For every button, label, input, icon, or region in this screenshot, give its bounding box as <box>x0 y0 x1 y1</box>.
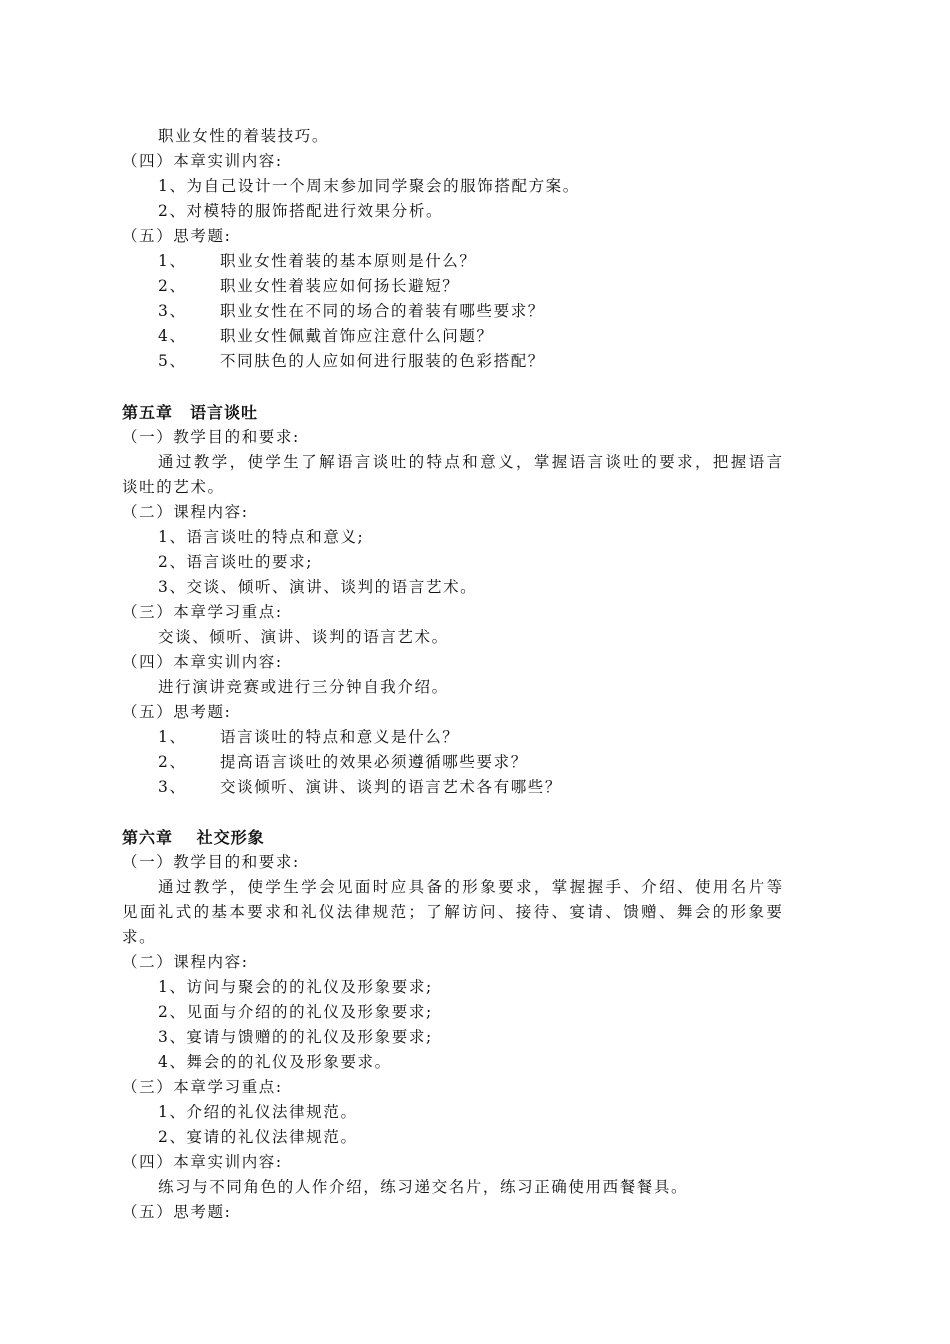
section-heading: （五）思考题: <box>122 1203 232 1221</box>
question-number: 4、 <box>158 327 187 345</box>
question-item <box>158 249 477 274</box>
question-text: 职业女性佩戴首饰应注意什么问题？ <box>220 327 494 345</box>
list-item: 1、语言谈吐的特点和意义; <box>158 528 365 546</box>
section-heading: （四）本章实训内容: <box>122 653 283 671</box>
list-item: 2、见面与介绍的的礼仪及形象要求; <box>158 1003 433 1021</box>
question-item <box>158 349 545 374</box>
section-heading: （一）教学目的和要求: <box>122 428 300 446</box>
list-item: 1、访问与聚会的的礼仪及形象要求; <box>158 978 433 996</box>
question-text: 职业女性着装应如何扬长避短？ <box>220 277 460 295</box>
section-heading: （四）本章实训内容: <box>122 152 283 170</box>
section-heading: （一）教学目的和要求: <box>122 853 300 871</box>
section-heading: （五）思考题: <box>122 227 232 245</box>
question-number: 2、 <box>158 277 187 295</box>
question-text: 不同肤色的人应如何进行服装的色彩搭配？ <box>220 352 545 370</box>
list-item: 3、宴请与馈赠的的礼仪及形象要求; <box>158 1028 433 1046</box>
list-item: 2、语言谈吐的要求; <box>158 553 314 571</box>
list-item: 2、宴请的礼仪法律规范。 <box>158 1128 358 1146</box>
question-item <box>158 324 494 349</box>
list-item: 2、对模特的服饰搭配进行效果分析。 <box>158 202 444 220</box>
text-line: 交谈、倾听、演讲、谈判的语言艺术。 <box>158 628 449 646</box>
question-text: 职业女性着装的基本原则是什么？ <box>220 252 477 270</box>
question-number: 2、 <box>158 753 187 771</box>
question-item <box>158 274 459 299</box>
section-heading: （二）课程内容: <box>122 953 249 971</box>
section-heading: （二）课程内容: <box>122 503 249 521</box>
section-heading: （五）思考题: <box>122 703 232 721</box>
section-heading: （三）本章学习重点: <box>122 1078 283 1096</box>
paragraph-line: 通过教学，使学生了解语言谈吐的特点和意义，掌握语言谈吐的要求，把握语言 <box>158 453 785 471</box>
question-number: 1、 <box>158 252 187 270</box>
chapter-title: 第五章 语言谈吐 <box>122 403 259 422</box>
question-text: 提高语言谈吐的效果必须遵循哪些要求？ <box>220 753 528 771</box>
text-line: 练习与不同角色的人作介绍，练习递交名片，练习正确使用西餐餐具。 <box>158 1178 689 1196</box>
list-item: 1、为自己设计一个周末参加同学聚会的服饰搭配方案。 <box>158 177 580 195</box>
chapter-title: 第六章 社交形象 <box>122 828 265 847</box>
question-item <box>158 725 459 750</box>
question-number: 5、 <box>158 352 187 370</box>
list-item: 3、交谈、倾听、演讲、谈判的语言艺术。 <box>158 578 478 596</box>
text-line: 职业女性的着装技巧。 <box>158 127 330 145</box>
list-item: 1、介绍的礼仪法律规范。 <box>158 1103 358 1121</box>
question-text: 交谈倾听、演讲、谈判的语言艺术各有哪些？ <box>220 778 563 796</box>
paragraph-line: 通过教学，使学生学会见面时应具备的形象要求，掌握握手、介绍、使用名片等 <box>158 878 785 896</box>
question-item <box>158 775 562 800</box>
question-number: 3、 <box>158 302 187 320</box>
paragraph-line: 求。 <box>122 928 157 946</box>
question-number: 1、 <box>158 728 187 746</box>
text-line: 进行演讲竞赛或进行三分钟自我介绍。 <box>158 678 449 696</box>
paragraph-line: 见面礼式的基本要求和礼仪法律规范；了解访问、接待、宴请、馈赠、舞会的形象要 <box>122 903 785 921</box>
question-text: 职业女性在不同的场合的着装有哪些要求？ <box>220 302 545 320</box>
list-item: 4、舞会的的礼仪及形象要求。 <box>158 1053 392 1071</box>
question-item <box>158 750 528 775</box>
section-heading: （四）本章实训内容: <box>122 1153 283 1171</box>
question-number: 3、 <box>158 778 187 796</box>
question-text: 语言谈吐的特点和意义是什么？ <box>220 728 460 746</box>
section-heading: （三）本章学习重点: <box>122 603 283 621</box>
question-item <box>158 299 545 324</box>
paragraph-line: 谈吐的艺术。 <box>122 478 225 496</box>
